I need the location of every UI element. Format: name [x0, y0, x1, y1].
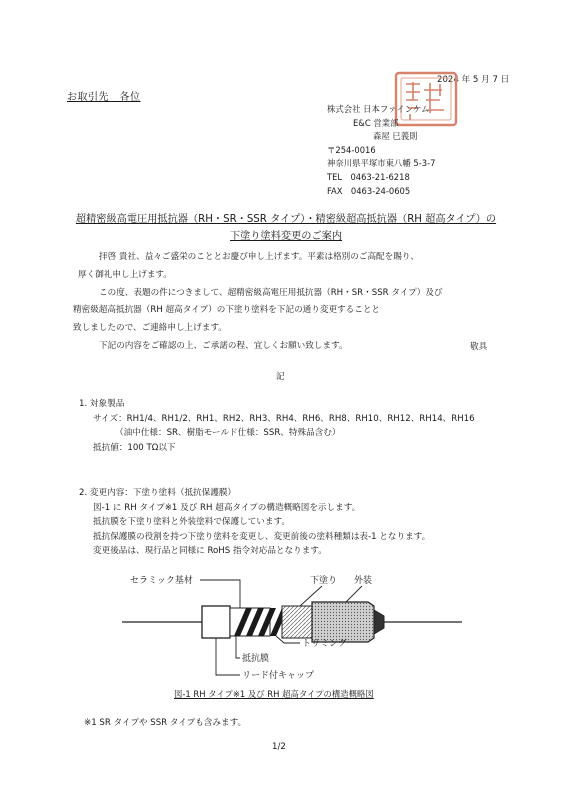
section-2-line-4: 変更後品は、現行品と同様に RoHS 指令対応品となります。 — [93, 546, 327, 556]
undercoat-layer — [282, 606, 312, 638]
body-paragraph-1b: 厚く御礼申し上げます。 — [78, 269, 172, 280]
section-1-heading: 1. 対象製品 — [79, 399, 125, 409]
page-number: 1/2 — [272, 742, 286, 752]
sender-fax: FAX 0463-24-0605 — [327, 185, 411, 196]
sender-postal: 〒254-0016 — [327, 144, 376, 155]
sender-company: 株式会社 日本ファインケム — [327, 104, 430, 114]
figure-caption: 図-1 RH タイプ※1 及び RH 超高タイプの構造概略図 — [174, 689, 374, 699]
closing-keigu: 敬具 — [470, 342, 488, 352]
sender-address: 神奈川県平塚市東八幡 5-3-7 — [327, 158, 436, 169]
document-title — [40, 211, 532, 245]
body-paragraph-1a: 拝啓 貴社、益々ご盛栄のこととお慶び申し上げます。平素は格別のご高配を賜り、 — [99, 252, 420, 262]
body-paragraph-2b: 精密級超高抵抗器（RH 超高タイプ）の下塗り塗料を下記の通り変更することと — [73, 305, 381, 316]
section-1-sizes: サイズ：RH1/4、RH1/2、RH1、RH2、RH3、RH4、RH6、RH8、RH10、RH12、RH14、RH16 — [93, 413, 475, 424]
label-trimming: トリミング — [302, 639, 347, 649]
section-2-line-3: 抵抗保護膜の役割を持つ下塗り塗料を変更し、変更前後の塗料種類は表-1 となります。 — [93, 531, 431, 542]
label-lead-cap: リード付キャップ — [242, 671, 315, 681]
addressee: お取引先 各位 — [67, 92, 141, 103]
exterior-coating — [312, 602, 374, 642]
label-undercoat: 下塗り — [310, 576, 338, 586]
section-1-resistance: 抵抗値：100 TΩ以下 — [93, 442, 176, 453]
sender-block — [327, 103, 435, 198]
resistor-structure-diagram — [122, 566, 462, 684]
title-line-1: 超精密級高電圧用抵抗器（RH・SR・SSR タイプ）・精密級超高抵抗器（RH 超高タイプ）の — [75, 214, 497, 225]
section-1-variants: （油中仕様：SR、樹脂モールド仕様：SSR、特殊品含む） — [115, 428, 341, 438]
body-paragraph-2c: 致しましたので、ご連絡申し上げます。 — [73, 323, 227, 334]
footnote: ※1 SR タイプや SSR タイプも含みます。 — [84, 718, 247, 728]
lead-cap — [202, 606, 230, 638]
ki-marker: 記 — [276, 372, 285, 382]
section-2-heading: 2. 変更内容：下塗り塗料（抵抗保護膜） — [79, 488, 237, 498]
title-line-2: 下塗り塗料変更のご案内 — [229, 231, 343, 242]
section-change-details — [79, 486, 430, 559]
section-2-line-2: 抵抗膜を下塗り塗料と外装塗料で保護しています。 — [93, 517, 290, 527]
section-target-products — [79, 397, 475, 455]
sender-tel: TEL 0463-21-6218 — [327, 171, 410, 182]
label-ceramic-substrate: セラミック基材 — [130, 576, 193, 586]
sender-department: E&C 営業部 — [353, 117, 399, 128]
section-2-line-1: 図-1 に RH タイプ※1 及び RH 超高タイプの構造概略図を示します。 — [93, 502, 361, 513]
sender-person: 森屋 巳義則 — [373, 131, 418, 142]
label-resistive-film: 抵抗膜 — [242, 654, 270, 664]
letter-body — [73, 249, 443, 356]
right-cap — [374, 610, 384, 634]
document-date: 2024 年 5 月 7 日 — [437, 75, 510, 85]
label-exterior: 外装 — [354, 576, 373, 586]
body-paragraph-2a: この度、表題の件につきまして、超精密級高電圧用抵抗器（RH・SR・SSR タイプ）及び — [99, 287, 443, 298]
body-paragraph-3: 下記の内容をご確認の上、ご承諾の程、宜しくお願い致します。 — [99, 340, 348, 351]
